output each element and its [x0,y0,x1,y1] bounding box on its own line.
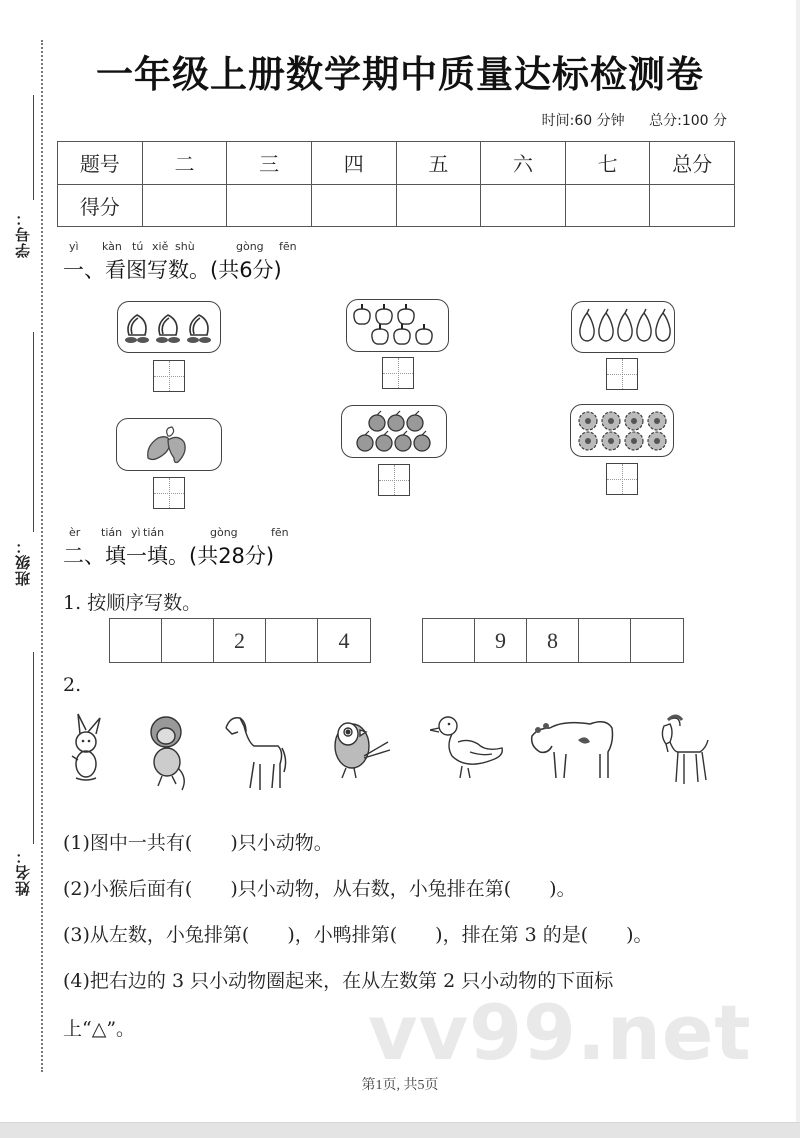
section2-title: 二、填一填。(共28分) [63,544,275,568]
section1-title: 一、看图写数。(共6分) [63,258,282,282]
answer-box-oranges[interactable] [378,464,410,496]
exam-meta [542,110,727,130]
q2-sub-4-cont: 上“△”。 [63,1018,136,1040]
pinyin: yì [131,526,141,539]
viewer-page-gap [0,1122,800,1138]
col-header: 七 [565,142,650,185]
pinyin: èr [69,526,81,539]
monkey-icon [142,712,192,794]
cow-icon [528,712,622,784]
q2-label: 2. [63,674,82,696]
score-table [57,141,735,227]
section2-pinyin [63,526,289,540]
answer-box-pears[interactable] [606,358,638,390]
score-cell[interactable] [650,184,735,227]
q2-sub-2: (2)小猴后面有( )只小动物，从右数，小兔排在第( )。 [63,878,576,900]
section1-heading [63,240,297,284]
q1-label: 1. 按顺序写数。 [63,592,202,614]
score-cell[interactable] [311,184,396,227]
sequence-a [109,618,371,663]
rabbit-icon [64,712,110,784]
name-field[interactable] [8,650,38,900]
pinyin: tián [143,526,165,539]
name-underline [33,652,34,844]
student-id-underline [33,95,34,200]
exam-title: 一年级上册数学期中质量达标检测卷 [96,53,704,96]
pinyin: tú [132,240,144,253]
sequence-cell[interactable] [266,619,318,662]
question-number-row [58,142,735,185]
orange-icon [349,409,439,455]
picture-apples [346,299,449,352]
answer-box-mangoes[interactable] [153,477,185,509]
row-header-score: 得分 [58,184,143,227]
sequence-cell: 8 [527,619,579,662]
sequence-cell: 4 [338,627,350,653]
peach-icon [121,307,217,347]
section1-pinyin [63,240,297,254]
col-header: 六 [481,142,566,185]
col-header: 二 [142,142,227,185]
sequence-cell[interactable] [631,619,683,662]
answer-box-flowers[interactable] [606,463,638,495]
score-cell[interactable] [481,184,566,227]
q2-sub-3: (3)从左数，小兔排第( )，小鸭排第( )，排在第 3 的是( )。 [63,924,653,946]
pinyin: fēn [279,240,297,253]
col-header: 三 [227,142,312,185]
pinyin: gòng [210,526,238,539]
duck-icon [430,712,508,784]
name-label: 姓名： [14,848,32,896]
picture-pears [571,301,675,353]
student-id-label: 学号： [14,210,32,258]
animal-row [60,712,730,802]
col-header: 总分 [650,142,735,185]
picture-oranges [341,405,447,458]
sequence-cell[interactable] [579,619,631,662]
viewer-edge [796,0,800,1122]
col-header: 五 [396,142,481,185]
class-label: 班级： [14,538,32,586]
total-score: 总分:100 分 [649,113,727,129]
answer-box-peaches[interactable] [153,360,185,392]
pinyin: tián [101,526,123,539]
pinyin: fēn [271,526,289,539]
score-cell[interactable] [565,184,650,227]
sequence-cell[interactable] [423,619,475,662]
class-field[interactable] [8,330,38,590]
class-underline [33,332,34,532]
page-number: 第1页, 共5页 [361,1078,439,1093]
sequence-b [422,618,684,663]
q2-sub-4: (4)把右边的 3 只小动物圈起来，在从左数第 2 只小动物的下面标 [63,970,614,992]
score-cell[interactable] [227,184,312,227]
section2-heading [63,526,289,570]
mango-icon [144,424,194,466]
pear-icon [575,307,671,347]
binding-dotted-line [41,40,43,1072]
pinyin: yì [69,240,79,253]
watermark: vv99.net [368,988,752,1077]
apple-icon [350,303,446,349]
student-id-field[interactable] [8,95,38,270]
time-limit: 时间:60 分钟 [541,113,625,129]
pinyin: shù [175,240,195,253]
picture-flowers [570,404,674,457]
goat-icon [656,712,714,788]
horse-icon [220,712,290,794]
answer-box-apples[interactable] [382,357,414,389]
picture-mangoes [116,418,222,471]
picture-peaches [117,301,221,353]
score-row [58,184,735,227]
pinyin: kàn [102,240,122,253]
sequence-cell: 2 [214,619,266,662]
sequence-cell: 9 [475,619,527,662]
score-cell[interactable] [142,184,227,227]
flower-icon [576,409,668,453]
row-header-question: 题号 [58,142,143,185]
q2-sub-1: (1)图中一共有( )只小动物。 [63,832,333,854]
sequence-cell[interactable] [162,619,214,662]
pinyin: xiě [152,240,169,253]
pinyin: gòng [236,240,264,253]
score-cell[interactable] [396,184,481,227]
sequence-cell[interactable] [110,619,162,662]
bird-icon [328,712,392,784]
col-header: 四 [311,142,396,185]
